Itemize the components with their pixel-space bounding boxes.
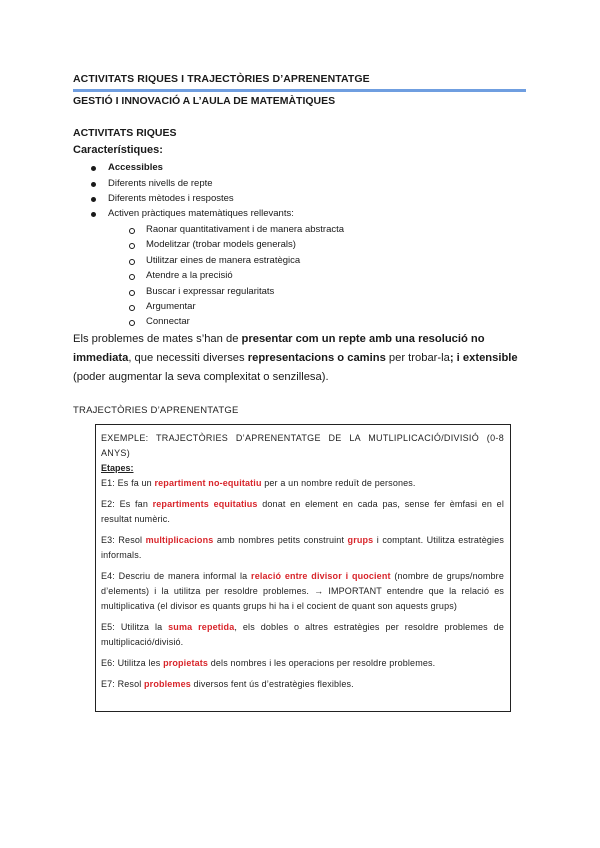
bullet-dot-icon [91,166,96,171]
stage-e1: E1: Es fa un repartiment no-equitatiu per a un nombre reduït de persones. [101,478,416,488]
caracteristiques-label: Característiques: [73,144,163,156]
section-title-activitats: ACTIVITATS RIQUES [73,127,177,139]
etapes-label: Etapes: [101,463,134,473]
bullet-circle-icon [129,243,135,249]
bullet-circle-icon [129,320,135,326]
stage-e2: E2: Es fan repartiments equitatius donat en element en cada pas, sense fer èmfasi en el resultat numèric. [101,499,504,524]
activitats-paragraph: Els problemes de mates s’han de presentar com un repte amb una resolució no immediata, que necessiti diverses representacions o camins per trobar-la; i extensible (poder augmentar la seva complexitat o senzillesa). [73,333,518,383]
section-title-trajectories: TRAJECTÒRIES D’APRENENTATGE [73,405,239,416]
bullet-dot-icon [91,182,96,187]
bullet-circle-icon [129,228,135,234]
bullet-circle-icon [129,259,135,265]
stage-e7: E7: Resol problemes diversos fent ús d’estratègies flexibles. [101,679,354,689]
stage-e5: E5: Utilitza la suma repetida, els dobles o altres estratègies per resoldre problemes de multiplicació/divisió. [101,622,504,647]
document-page: ACTIVITATS RIQUES I TRAJECTÒRIES D’APRENENTATGE GESTIÓ I INNOVACIÓ A L’AULA DE MATEMÀTIQUES ACTIVITATS RIQUES Característiques: Accessibles Diferents nivells de repte Diferents mètodes i respostes Activen pràctiques matemàtiques rellevants: Raonar quantitativament i de manera abstracta Modelitzar (trobar models generals) Utilitzar eines de manera estratègica Atendre a la precisió Buscar i expressar regularitats Argumentar Connectar Els problemes de mates s’han de presentar com un repte amb una resolució no immediata, que necessiti diverses representacions o camins per trobar-la; i extensible (poder augmentar la seva complexitat o senzillesa). TRAJECTÒRIES D’APRENENTATGE EXEMPLE: TRAJECTÒRIES D’APRENENTATGE DE LA MUTLIPLICACIÓ/DIVISIÓ (0-8 ANYS) Etapes: E1: Es fa un repartiment no-equitatiu per a un nombre reduït de persones. E2: Es fan repartiments equitatius donat en element en cada pas, sense fer èmfasi en el resultat numèric. E3: Resol multiplicacions amb nombres petits construint grups i comptant. Utilitza estratègies informals. E4: Descriu de manera informal la relació entre divisor i quocient (nombre de grups/nombre d’elements) i la utilitza per resoldre problemes. → IMPORTANT entendre que la relació es multiplicativa (el divisor es quants grups hi ha i el cocient de quant son aquests grups) E5: Utilitza la suma repetida, els dobles o altres estratègies per resoldre problemes de multiplicació/divisió. E6: Utilitza les propietats dels nombres i les operacions per resoldre problemes. E7: Resol problemes diversos fent ús d’estratègies flexibles. [0,0,600,848]
bullet-dot-icon [91,212,96,217]
bullet-circle-icon [129,305,135,311]
title-rule [73,89,526,92]
bullet-circle-icon [129,274,135,280]
stage-e6: E6: Utilitza les propietats dels nombres i les operacions per resoldre problemes. [101,658,436,668]
document-subtitle: GESTIÓ I INNOVACIÓ A L’AULA DE MATEMÀTIQUES [73,95,336,107]
stage-e3: E3: Resol multiplicacions amb nombres petits construint grups i comptant. Utilitza estratègies informals. [101,535,504,560]
example-box [95,424,511,712]
stage-e4: E4: Descriu de manera informal la relació entre divisor i quocient (nombre de grups/nombre d’elements) i la utilitza per resoldre problemes. → IMPORTANT entendre que la relació es multiplicativa (el divisor es quants grups hi ha i el cocient de quant son aquests grups) [101,571,504,611]
document-title: ACTIVITATS RIQUES I TRAJECTÒRIES D’APRENENTATGE [73,73,370,85]
example-title: EXEMPLE: TRAJECTÒRIES D’APRENENTATGE DE LA MUTLIPLICACIÓ/DIVISIÓ (0-8 ANYS) [101,433,504,458]
bullet-dot-icon [91,197,96,202]
bullet-circle-icon [129,290,135,296]
